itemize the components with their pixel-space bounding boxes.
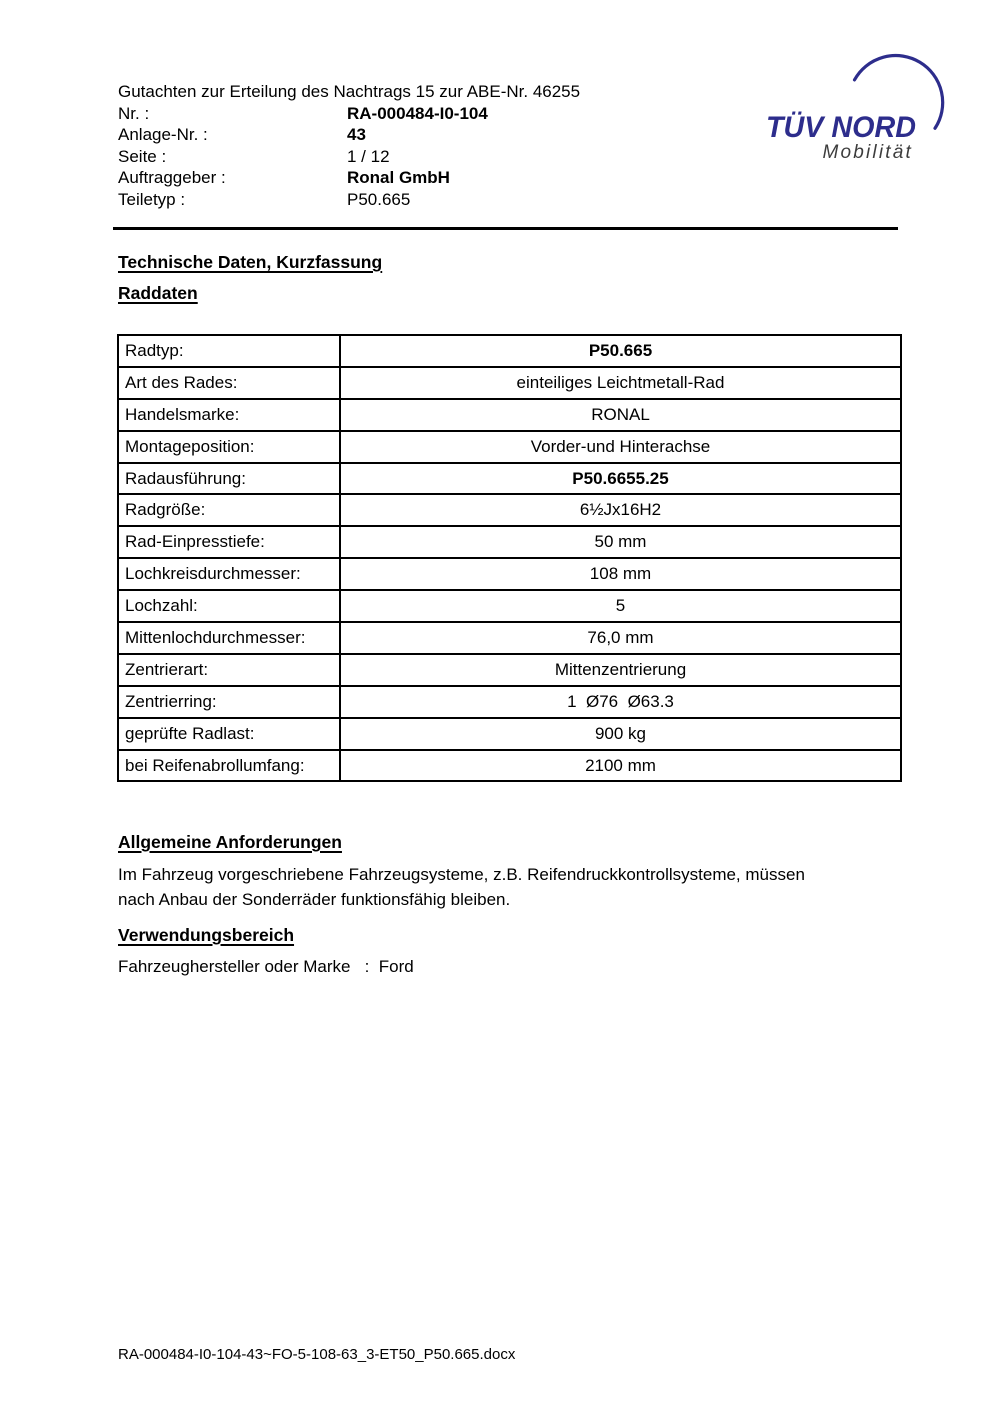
spec-value: 2100 mm xyxy=(340,750,901,782)
document-title: Gutachten zur Erteilung des Nachtrags 15 zur ABE-Nr. 46255 xyxy=(118,82,581,101)
heading-verwendungsbereich: Verwendungsbereich xyxy=(118,925,295,945)
spec-label: Zentrierart: xyxy=(118,654,340,686)
table-row xyxy=(118,399,901,431)
meta-value-nr: RA-000484-I0-104 xyxy=(347,103,488,123)
table-row xyxy=(118,718,901,750)
logo-brand-text: TÜV NORD xyxy=(766,111,916,144)
spec-label: Radgröße: xyxy=(118,494,340,526)
table-row xyxy=(118,622,901,654)
spec-label: Lochkreisdurchmesser: xyxy=(118,558,340,590)
spec-label: Lochzahl: xyxy=(118,590,340,622)
spec-value: 50 mm xyxy=(340,526,901,558)
table-row xyxy=(118,494,901,526)
spec-value: 900 kg xyxy=(340,718,901,750)
spec-value: P50.665 xyxy=(340,335,901,367)
table-row xyxy=(118,463,901,495)
spec-value: 108 mm xyxy=(340,558,901,590)
meta-value-anlage: 43 xyxy=(347,125,366,145)
table-row xyxy=(118,654,901,686)
header-divider xyxy=(113,227,898,230)
meta-label-anlage: Anlage-Nr. : xyxy=(118,125,208,145)
spec-label: Radtyp: xyxy=(118,335,340,367)
table-row xyxy=(118,367,901,399)
table-row xyxy=(118,526,901,558)
spec-label: bei Reifenabrollumfang: xyxy=(118,750,340,782)
spec-label: geprüfte Radlast: xyxy=(118,718,340,750)
spec-label: Art des Rades: xyxy=(118,367,340,399)
spec-value: P50.6655.25 xyxy=(340,463,901,495)
spec-value: einteiliges Leichtmetall-Rad xyxy=(340,367,901,399)
header-meta xyxy=(118,103,738,211)
meta-value-seite: 1 / 12 xyxy=(347,146,390,166)
spec-label: Mittenlochdurchmesser: xyxy=(118,622,340,654)
paragraph-line: Im Fahrzeug vorgeschriebene Fahrzeugsysteme, z.B. Reifendruckkontrollsysteme, müssen xyxy=(118,865,805,884)
meta-value-auftraggeber: Ronal GmbH xyxy=(347,168,450,188)
spec-label: Zentrierring: xyxy=(118,686,340,718)
spec-value: Mittenzentrierung xyxy=(340,654,901,686)
spec-value: 1 Ø76 Ø63.3 xyxy=(340,686,901,718)
spec-label: Handelsmarke: xyxy=(118,399,340,431)
meta-label-auftraggeber: Auftraggeber : xyxy=(118,168,226,188)
paragraph-line: nach Anbau der Sonderräder funktionsfähig bleiben. xyxy=(118,890,511,909)
table-row xyxy=(118,431,901,463)
spec-label: Rad-Einpresstiefe: xyxy=(118,526,340,558)
raddaten-table xyxy=(117,334,902,782)
logo-subtitle-text: Mobilität xyxy=(822,142,913,163)
table-row xyxy=(118,558,901,590)
spec-label: Montageposition: xyxy=(118,431,340,463)
meta-value-teiletyp: P50.665 xyxy=(347,189,411,209)
tuev-nord-logo xyxy=(750,53,965,171)
spec-value: 6½Jx16H2 xyxy=(340,494,901,526)
spec-value: 5 xyxy=(340,590,901,622)
tuev-nord-logo-graphic xyxy=(750,53,965,171)
footer-filename: RA-000484-I0-104-43~FO-5-108-63_3-ET50_P50.665.docx xyxy=(118,1346,516,1363)
heading-technische-daten: Technische Daten, Kurzfassung xyxy=(118,252,383,272)
table-row xyxy=(118,686,901,718)
table-row xyxy=(118,590,901,622)
usage-line: Fahrzeughersteller oder Marke : Ford xyxy=(118,957,414,976)
spec-value: RONAL xyxy=(340,399,901,431)
meta-label-seite: Seite : xyxy=(118,146,167,166)
spec-value: 76,0 mm xyxy=(340,622,901,654)
allgemeine-paragraph xyxy=(118,862,805,912)
table-row xyxy=(118,335,901,367)
spec-value: Vorder-und Hinterachse xyxy=(340,431,901,463)
heading-allgemeine-anforderungen: Allgemeine Anforderungen xyxy=(118,832,342,852)
meta-label-nr: Nr. : xyxy=(118,103,150,123)
heading-raddaten: Raddaten xyxy=(118,283,198,303)
table-row xyxy=(118,750,901,782)
meta-label-teiletyp: Teiletyp : xyxy=(118,189,186,209)
document-header xyxy=(118,81,738,211)
spec-label: Radausführung: xyxy=(118,463,340,495)
